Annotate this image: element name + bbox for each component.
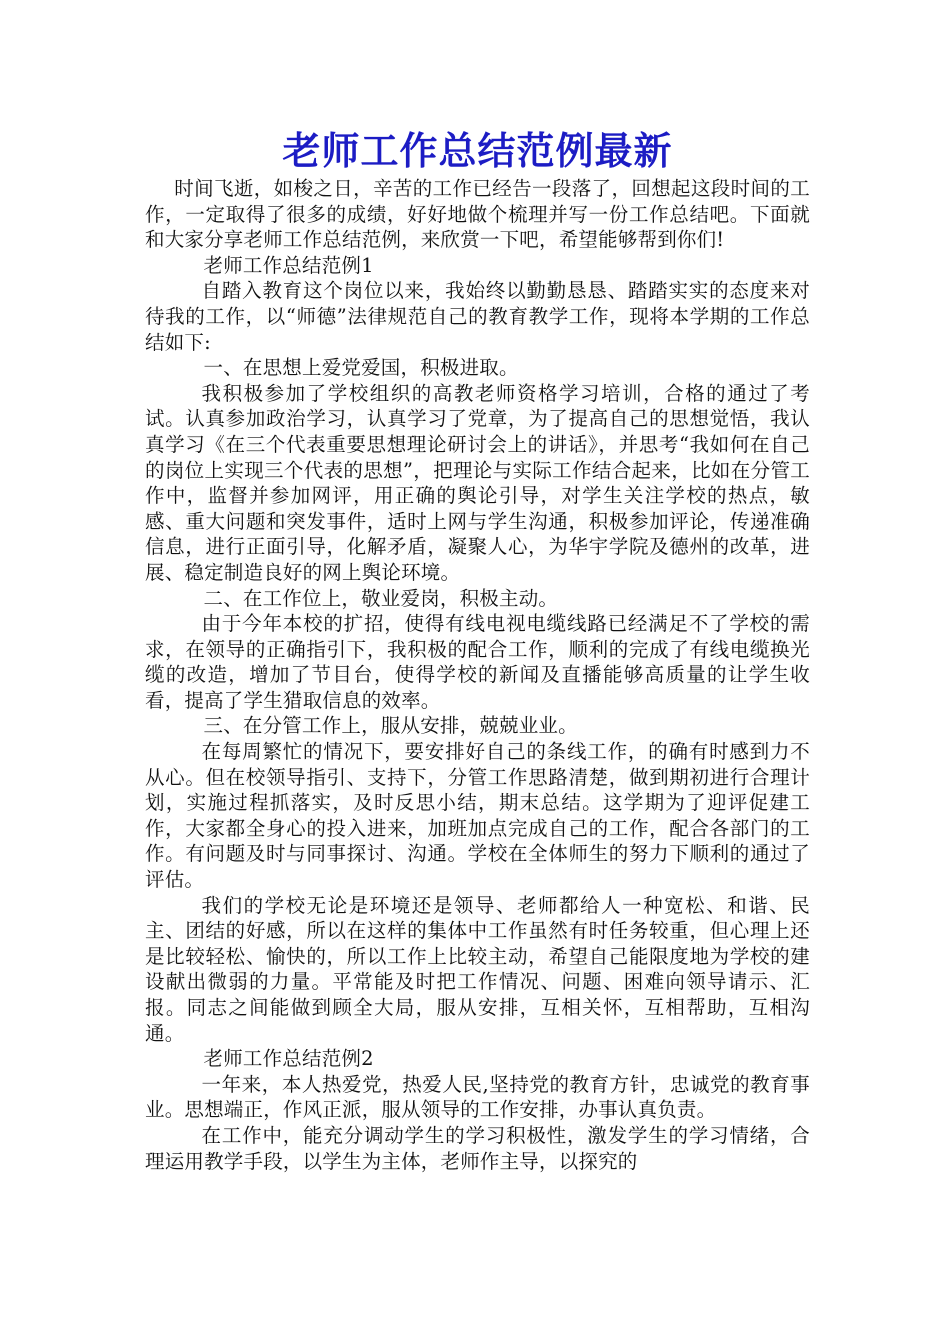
section-heading-2: 二、在工作位上，敬业爱岗，积极主动。 (203, 586, 559, 610)
document-page (145, 128, 810, 1174)
paragraph: 在每周繁忙的情况下，要安排好自己的条线工作，的确有时感到力不从心。但在校领导指引、支持下，分管工作思路清楚，做到期初进行合理计划，实施过程抓落实，及时反思小结，期末总结。这学期为了迎评促建工作，大家都全身心的投入进来，加班加点完成自己的工作，配合各部门的工作。有问题及时与同事探讨、沟通。学校在全体师生的努力下顺利的通过了评估。 (145, 740, 810, 892)
section-heading-example-2: 老师工作总结范例2 (203, 1047, 374, 1071)
paragraph: 我积极参加了学校组织的高教老师资格学习培训，合格的通过了考试。认真参加政治学习，认真学习了党章，为了提高自己的思想觉悟，我认真学习《在三个代表重要思想理论研讨会上的讲话》，并思考“我如何在自己的岗位上实现三个代表的思想”，把理论与实际工作结合起来，比如在分管工作中，监督并参加网评，用正确的舆论引导，对学生关注学校的热点，敏感、重大问题和突发事件，适时上网与学生沟通，积极参加评论，传递准确信息，进行正面引导，化解矛盾，凝聚人心，为华宇学院及德州的改革，进展、稳定制造良好的网上舆论环境。 (145, 381, 810, 584)
paragraph: 我们的学校无论是环境还是领导、老师都给人一种宽松、和谐、民主、团结的好感，所以在这样的集体中工作虽然有时任务较重，但心理上还是比较轻松、愉快的，所以工作上比较主动，希望自己能限度地为学校的建设献出微弱的力量。平常能及时把工作情况、问题、困难向领导请示、汇报。同志之间能做到顾全大局，服从安排，互相关怀，互相帮助，互相沟通。 (145, 893, 810, 1045)
section-heading-1: 一、在思想上爱党爱国，积极进取。 (203, 356, 519, 380)
document-title: 老师工作总结范例最新 (282, 129, 673, 173)
paragraph: 在工作中，能充分调动学生的学习积极性，激发学生的学习情绪，合理运用教学手段，以学生为主体，老师作主导，以探究的 (145, 1123, 810, 1173)
section-heading-3: 三、在分管工作上，服从安排，兢兢业业。 (203, 714, 578, 738)
paragraph: 自踏入教育这个岗位以来，我始终以勤勤恳恳、踏踏实实的态度来对待我的工作，以“师德”法律规范自己的教育教学工作，现将本学期的工作总结如下: (145, 279, 810, 354)
paragraph: 由于今年本校的扩招，使得有线电视电缆线路已经满足不了学校的需求，在领导的正确指引下，我积极的配合工作，顺利的完成了有线电缆换光缆的改造，增加了节目台，使得学校的新闻及直播能够高质量的让学生收看，提高了学生猎取信息的效率。 (145, 612, 810, 712)
intro-paragraph: 时间飞逝，如梭之日，辛苦的工作已经告一段落了，回想起这段时间的工作，一定取得了很多的成绩，好好地做个梳理并写一份工作总结吧。下面就和大家分享老师工作总结范例，来欣赏一下吧，希望能够帮到你们! (145, 177, 810, 252)
section-heading-example-1: 老师工作总结范例1 (203, 253, 374, 277)
paragraph: 一年来，本人热爱党，热爱人民,坚持党的教育方针，忠诚党的教育事业。思想端正，作风正派，服从领导的工作安排，办事认真负责。 (145, 1072, 810, 1122)
